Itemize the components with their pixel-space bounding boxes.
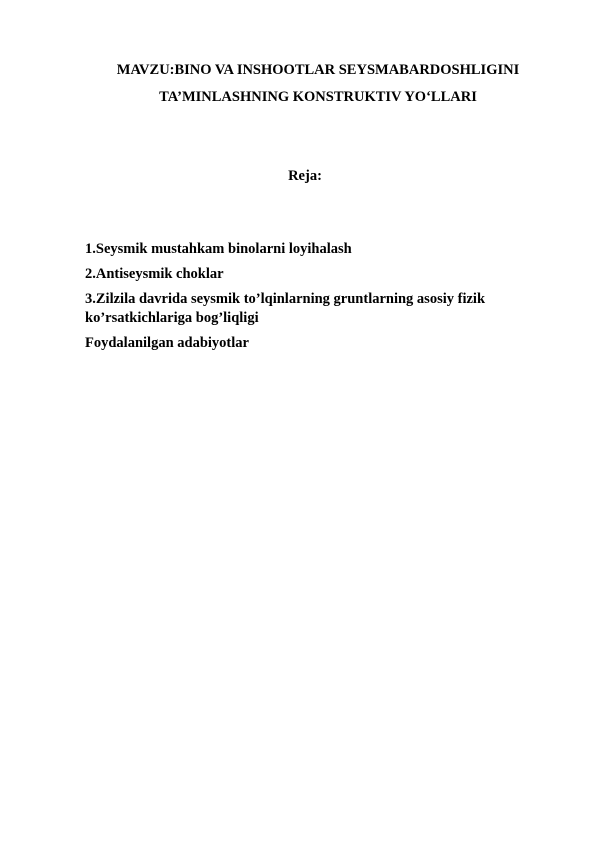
- plan-item: Foydalanilgan adabiyotlar: [85, 335, 249, 351]
- plan-item: 3.Zilzila davrida seysmik to’lqinlarning gruntlarning asosiy fizik ko’rsatkichlariga bog’liqligi: [85, 291, 486, 326]
- document-title-line-1: MAVZU:BINO VA INSHOOTLAR SEYSMABARDOSHLIGINI: [116, 62, 520, 78]
- plan-item: 1.Seysmik mustahkam binolarni loyihalash: [85, 241, 352, 257]
- plan-heading: Reja:: [288, 168, 322, 184]
- plan-item: 2.Antiseysmik choklar: [85, 266, 224, 282]
- document-title-line-2: TA’MINLASHNING KONSTRUKTIV YO‘LLARI: [159, 89, 477, 105]
- plan-list: [85, 240, 555, 359]
